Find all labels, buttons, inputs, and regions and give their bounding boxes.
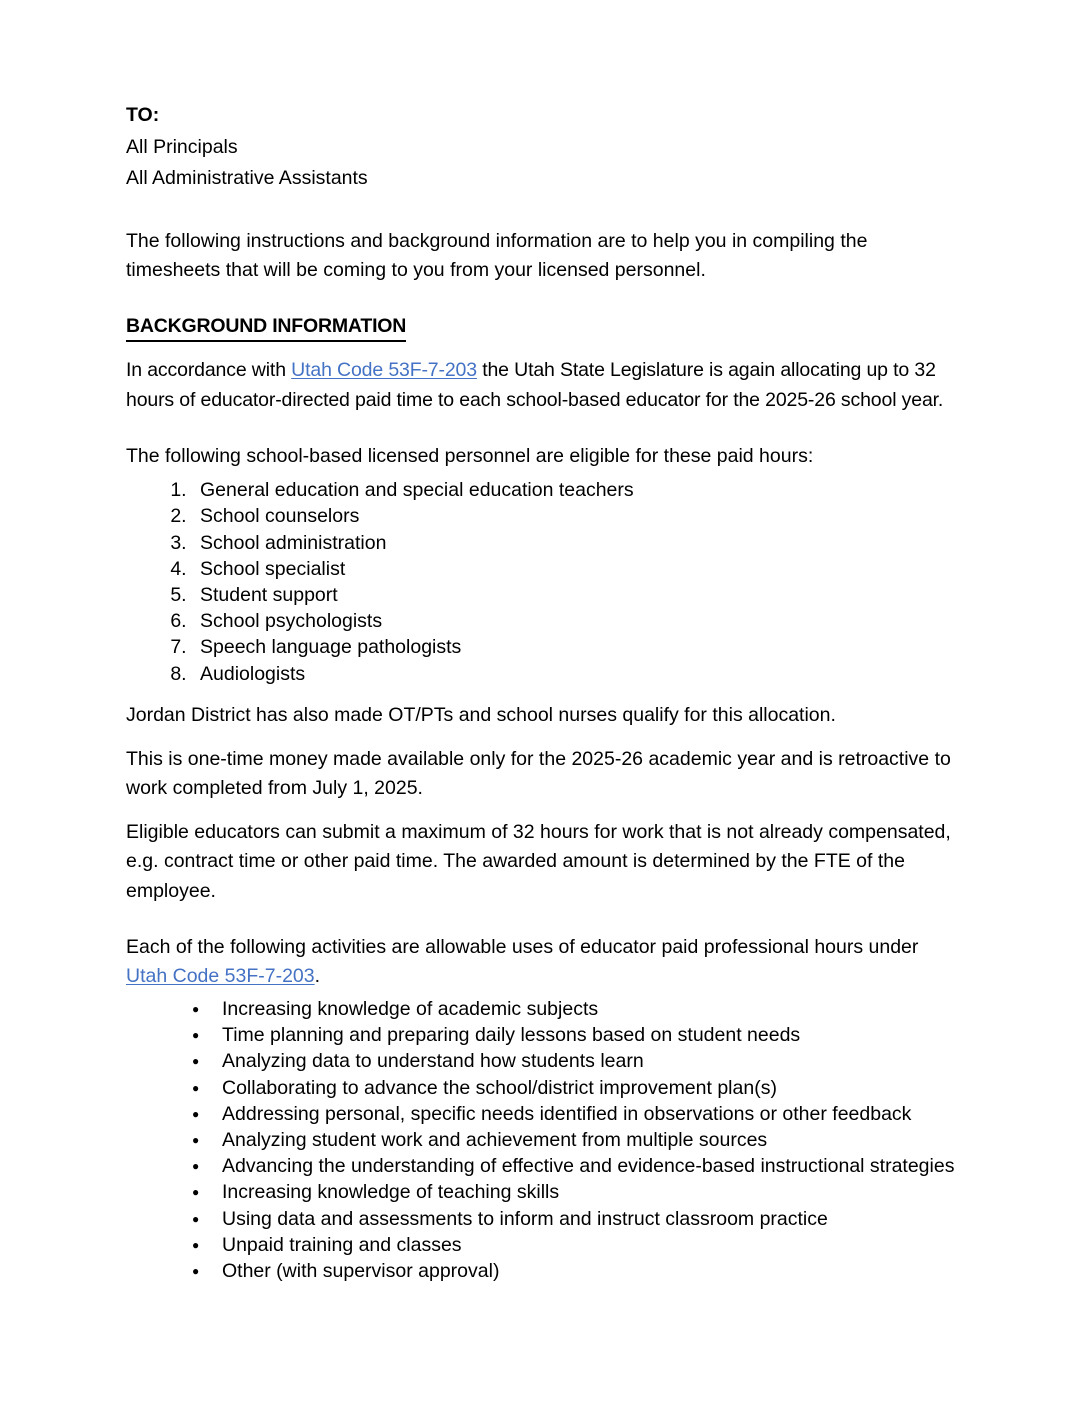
list-item: ● Increasing knowledge of teaching skills — [192, 1179, 962, 1205]
utah-code-link-2[interactable]: Utah Code 53F-7-203 — [126, 965, 315, 988]
maximum-hours-paragraph: Eligible educators can submit a maximum of 32 hours for work that is not already compensated, e.g. contract time or other paid time. The awarded amount is determined by the FTE of the employee. — [126, 820, 951, 903]
spacer — [126, 195, 962, 227]
list-item: 1. General education and special education teachers — [192, 477, 962, 503]
list-item: ● Addressing personal, specific needs identified in observations or other feedback — [192, 1101, 962, 1127]
intro-paragraph: The following instructions and background information are to help you in compiling the timesheets that will be coming to you from your licensed personnel. — [126, 229, 868, 282]
utah-code-link-1[interactable]: Utah Code 53F-7-203 — [291, 359, 477, 382]
eligibility-intro: The following school-based licensed personnel are eligible for these paid hours: — [126, 444, 814, 467]
jordan-district-note: Jordan District has also made OT/PTs and school nurses qualify for this allocation. — [126, 703, 836, 726]
section-heading-wrap — [126, 312, 962, 342]
spacer — [126, 687, 962, 701]
spacer — [126, 731, 962, 745]
list-item: ● Analyzing student work and achievement from multiple sources — [192, 1127, 962, 1153]
allowable-activities-list — [126, 996, 962, 1284]
recipient-line-principals: All Principals — [126, 135, 238, 158]
list-item: 5. Student support — [192, 582, 962, 608]
accordance-text-before: In accordance with — [126, 359, 292, 382]
activities-text-after: . — [314, 965, 321, 988]
spacer — [126, 342, 962, 356]
activities-intro-paragraph — [126, 933, 962, 992]
list-item: 4. School specialist — [192, 556, 962, 582]
one-time-money-paragraph: This is one-time money made available only for the 2025-26 academic year and is retroactive to work completed from July 1, 2025. — [126, 747, 951, 800]
page-title: BACKGROUND INFORMATION — [126, 313, 406, 342]
activities-text-before: Each of the following activities are allowable uses of educator paid professional hours under — [126, 935, 919, 958]
accordance-text-after: the Utah State Legislature is again allocating up to 32 hours of educator-directed paid time to each school-based educator for the 2025-26 school year. — [126, 359, 944, 411]
accordance-paragraph — [126, 356, 962, 415]
eligible-personnel-list — [126, 477, 962, 687]
spacer — [126, 286, 962, 312]
list-item: ● Using data and assessments to inform and instruct classroom practice — [192, 1206, 962, 1232]
list-item: 3. School administration — [192, 530, 962, 556]
list-item: ● Unpaid training and classes — [192, 1232, 962, 1258]
spacer — [126, 907, 962, 933]
list-item: ● Time planning and preparing daily lessons based on student needs — [192, 1022, 962, 1048]
list-item: 2. School counselors — [192, 503, 962, 529]
list-item: ● Advancing the understanding of effective and evidence-based instructional strategies — [192, 1153, 962, 1179]
list-item: ● Increasing knowledge of academic subjects — [192, 996, 962, 1022]
spacer — [126, 416, 962, 442]
list-item: 8. Audiologists — [192, 661, 962, 687]
list-item: 6. School psychologists — [192, 608, 962, 634]
spacer — [126, 804, 962, 818]
to-label: TO: — [126, 104, 160, 126]
list-item: 7. Speech language pathologists — [192, 634, 962, 660]
list-item: ● Other (with supervisor approval) — [192, 1258, 962, 1284]
document-body — [126, 100, 962, 1284]
recipient-line-admin-assistants: All Administrative Assistants — [126, 167, 368, 190]
list-item: ● Analyzing data to understand how students learn — [192, 1048, 962, 1074]
list-item: ● Collaborating to advance the school/district improvement plan(s) — [192, 1075, 962, 1101]
